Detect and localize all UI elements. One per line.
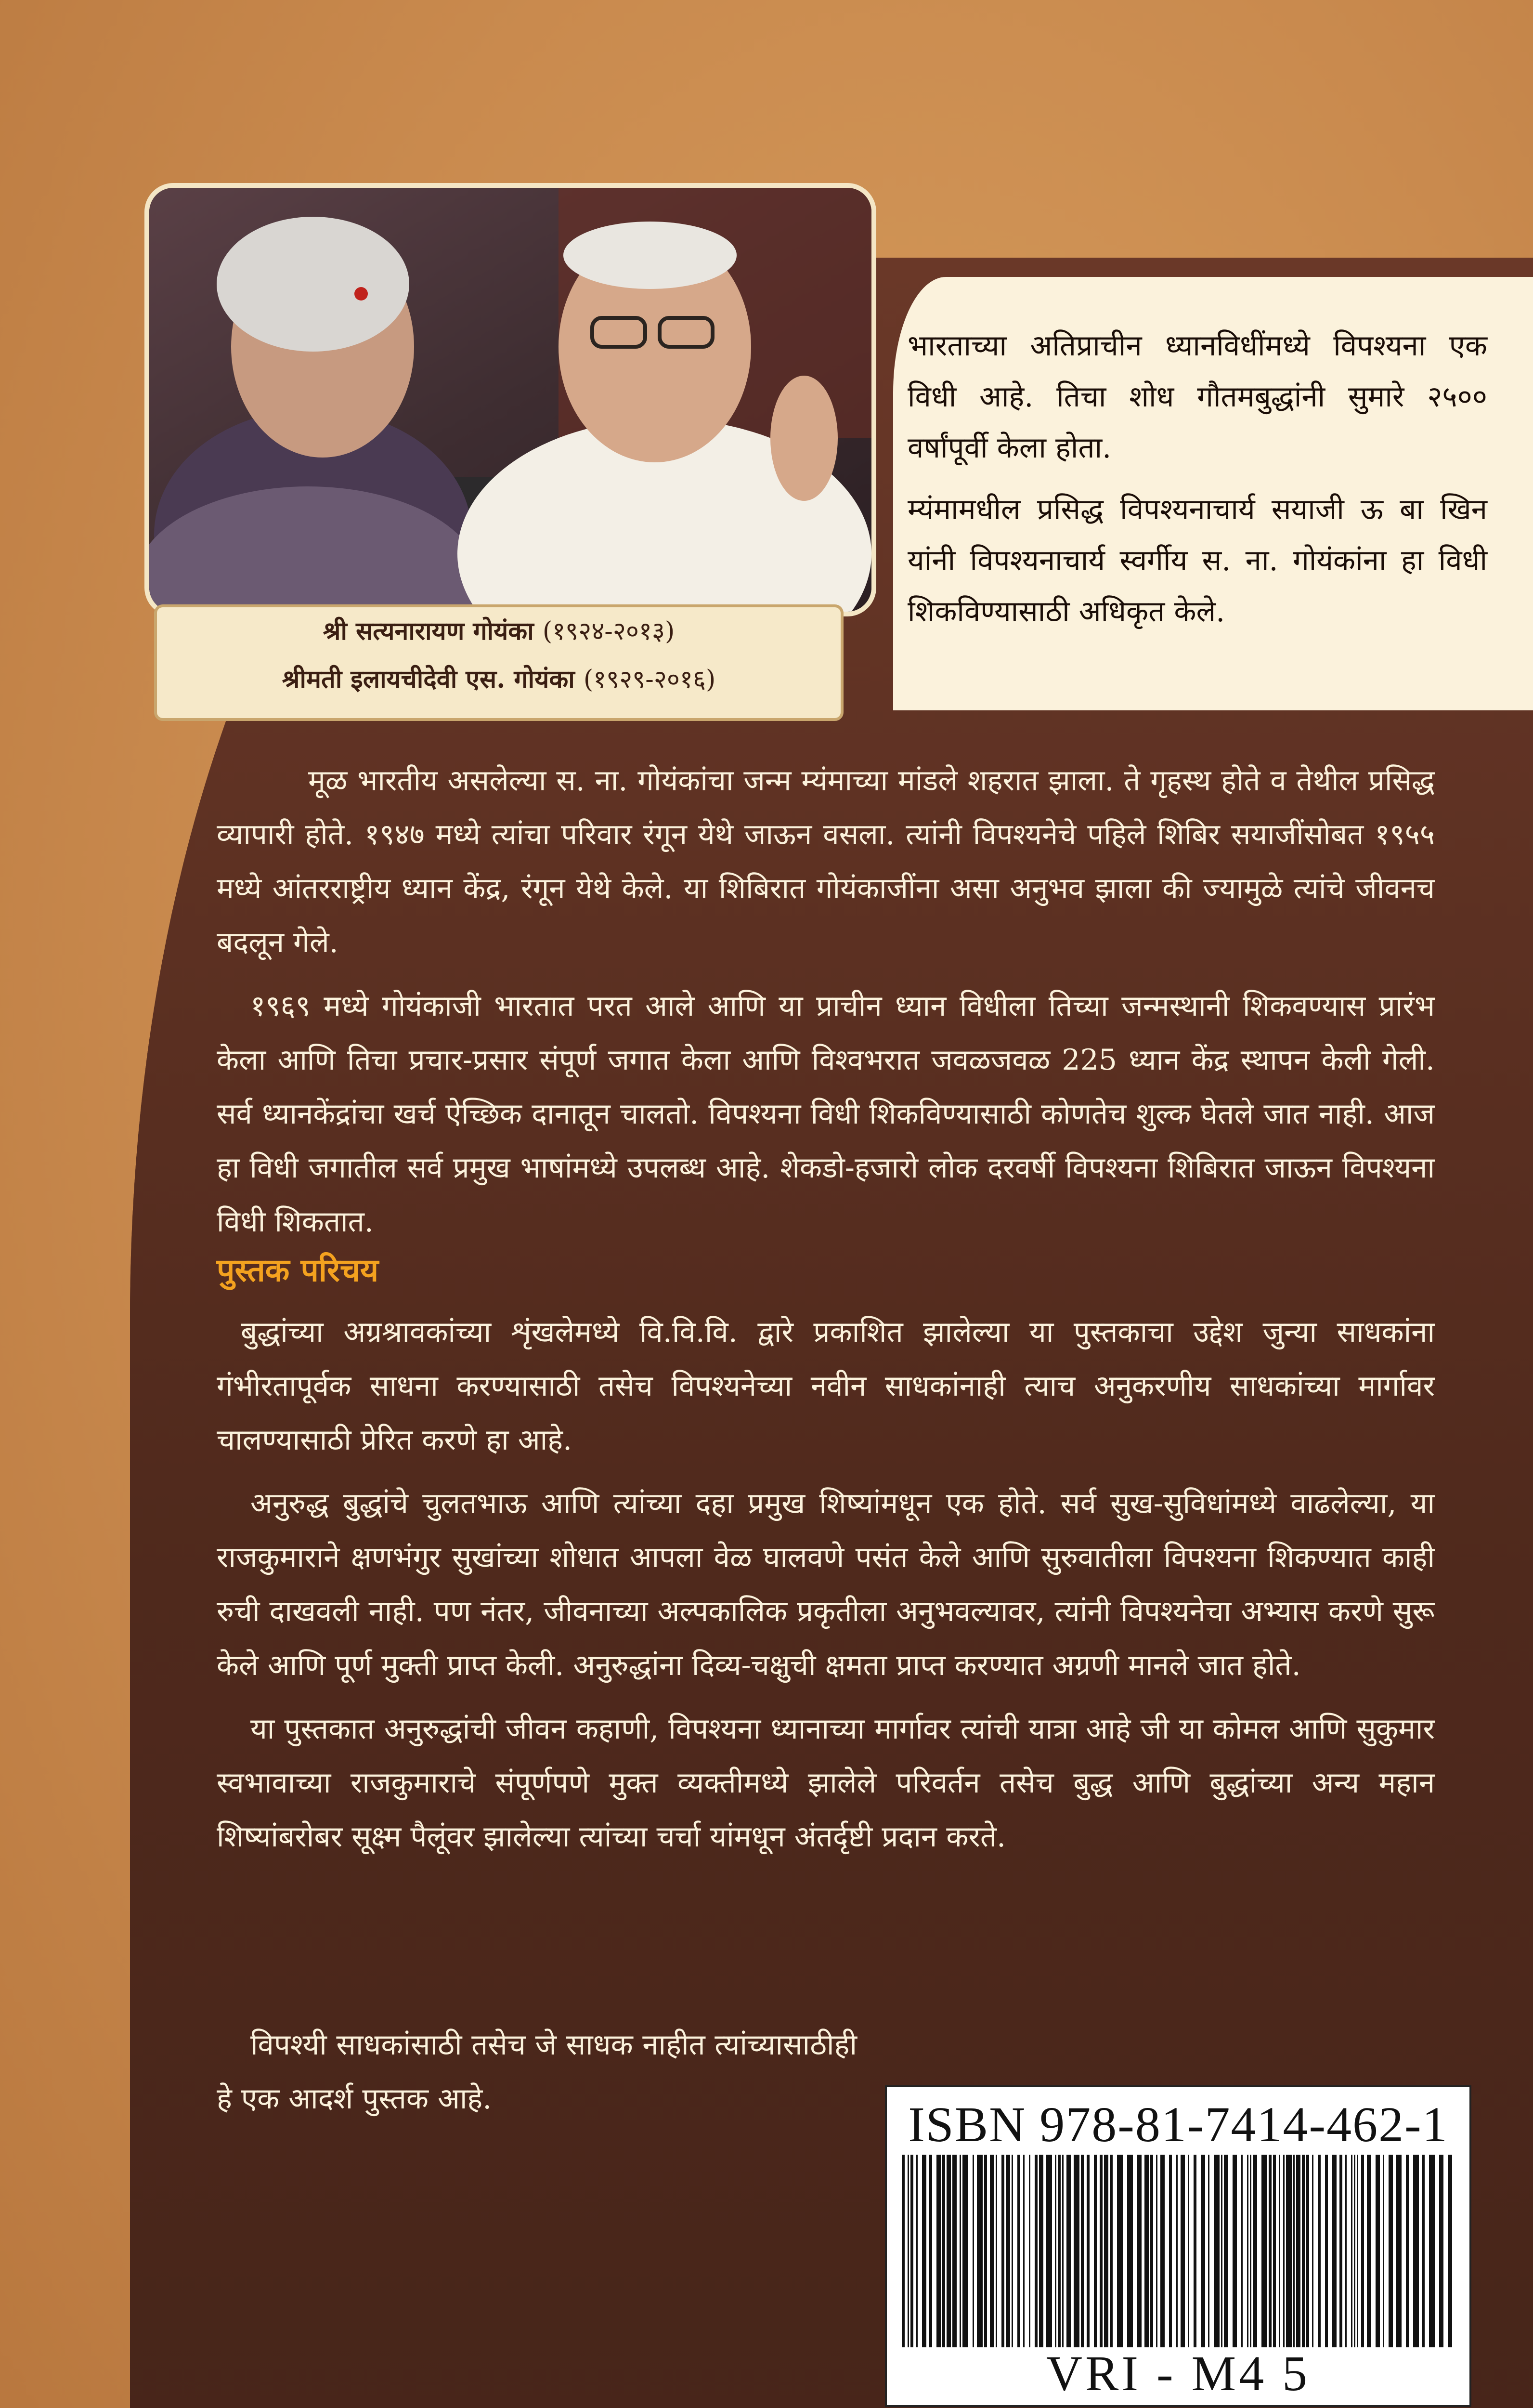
isbn-number: ISBN 978-81-7414-462-1 (908, 2097, 1448, 2152)
barcode-bar (1332, 2155, 1337, 2347)
barcode-bar (1279, 2155, 1280, 2347)
barcode-bar (1357, 2155, 1358, 2347)
barcode-bar (1261, 2155, 1267, 2347)
product-code: VRI - M4 5 (1046, 2346, 1311, 2401)
barcode-bar (1214, 2155, 1220, 2347)
barcode-bar (1150, 2155, 1153, 2347)
barcode-bar (996, 2155, 997, 2347)
barcode-bar (942, 2155, 945, 2347)
barcode-bar (1247, 2155, 1248, 2347)
barcode-bar (1283, 2155, 1285, 2347)
barcode-bar (1422, 2155, 1425, 2347)
barcode-bar (1293, 2155, 1295, 2347)
barcode-bar (1273, 2155, 1276, 2347)
barcode-bar (1062, 2155, 1064, 2347)
barcode-bar (1361, 2155, 1364, 2347)
barcode-bar (1413, 2155, 1419, 2347)
bio-paragraph-2: १९६९ मध्ये गोयंकाजी भारतात परत आले आणि या प्राचीन ध्यान विधीला तिच्या जन्मस्थानी शिकवण्यास प्रारंभ केला आणि तिचा प्रचार-प्रसार संपूर्ण जगात केला आणि विश्वभरात जवळजवळ 225 ध्यान केंद्र स्थापन केली गेली. सर्व ध्यानकेंद्रांचा खर्च ऐच्छिक दानातून चालतो. विपश्यना विधी शिकविण्यासाठी कोणतेच शुल्क घेतले जात नाही. आज हा विधी जगातील सर्व प्रमुख भाषांमध्ये उपलब्ध आहे. शेकडो-हजारो लोक दरवर्षी विपश्यना शिबिरात जाऊन विपश्यना विधी शिकतात. (217, 989, 1435, 1239)
biography (217, 754, 1435, 1258)
barcode-bar (1176, 2155, 1178, 2347)
barcode-graphic (899, 2155, 1457, 2347)
barcode-bar (1169, 2155, 1172, 2347)
barcode-bar (1137, 2155, 1142, 2347)
barcode-bar (973, 2155, 974, 2347)
barcode-bar (1110, 2155, 1113, 2347)
barcode-bar (1012, 2155, 1013, 2347)
caption-line-1 (157, 607, 841, 655)
barcode-bar (1233, 2155, 1237, 2347)
bio-paragraph-1: मूळ भारतीय असलेल्या स. ना. गोयंकांचा जन्म म्यंमाच्या मांडले शहरात झाला. ते गृहस्थ होते व तेथील प्रसिद्ध व्यापारी होते. १९४७ मध्ये त्यांचा परिवार रंगून येथे जाऊन वसला. त्यांनी विपश्यनेचे पहिले शिबिर सयाजींसोबत १९५५ मध्ये आंतरराष्ट्रीय ध्यान केंद्र, रंगून येथे केले. या शिबिरात गोयंकाजींना असा अनुभव झाला की ज्यामुळे त्यांचे जीवनच बदलून गेले. (217, 764, 1435, 959)
barcode-bar (952, 2155, 957, 2347)
book-closing (217, 2018, 857, 2135)
barcode-bar (1312, 2155, 1313, 2347)
intro-text (908, 320, 1487, 637)
barcode-bar (910, 2155, 913, 2347)
barcode-bar (1224, 2155, 1228, 2347)
barcode-bar (1253, 2155, 1257, 2347)
book-intro (217, 1305, 1435, 1873)
barcode-bar (1325, 2155, 1328, 2347)
barcode-bar (1367, 2155, 1371, 2347)
caption-name-2: श्रीमती इलायचीदेवी एस. गोयंका (282, 665, 575, 694)
caption-line-2 (157, 655, 841, 704)
barcode-bar (1448, 2155, 1452, 2347)
barcode-bar (1058, 2155, 1061, 2347)
barcode-bar (1376, 2155, 1380, 2347)
photo-caption (154, 604, 844, 721)
barcode-bar (1023, 2155, 1025, 2347)
barcode-bar (908, 2155, 909, 2347)
barcode-bar (1188, 2155, 1189, 2347)
book-paragraph-2: अनुरुद्ध बुद्धांचे चुलतभाऊ आणि त्यांच्या दहा प्रमुख शिष्यांमधून एक होते. सर्व सुख-सुविधांमध्ये वाढलेल्या, या राजकुमाराने क्षणभंगुर सुखांच्या शोधात आपला वेळ घालवणे पसंत केले आणि सुरुवातीला विपश्यना शिकण्यात काही रुची दाखवली नाही. पण नंतर, जीवनाच्या अल्पकालिक प्रकृतीला अनुभवल्यावर, त्यांनी विपश्यनेचा अभ्यास करणे सुरू केले आणि पूर्ण मुक्ती प्राप्त केली. अनुरुद्धांना दिव्य-चक्षुची क्षमता प्राप्त करण्यात अग्रणी मानले जात होते. (217, 1487, 1435, 1682)
barcode-bar (922, 2155, 926, 2347)
barcode-bar (1318, 2155, 1321, 2347)
barcode-bar (1296, 2155, 1300, 2347)
intro-paragraph-1: भारताच्या अतिप्राचीन ध्यानविधींमध्ये विपश्यना एक विधी आहे. तिचा शोध गौतमबुद्धांनी सुमारे २५०० वर्षांपूर्वी केला होता. (908, 329, 1487, 465)
barcode-bar (1208, 2155, 1209, 2347)
barcode-bar (1201, 2155, 1205, 2347)
barcode-bar (1035, 2155, 1038, 2347)
caption-years-2: (१९२९-२०१६) (583, 665, 716, 694)
barcode-bar (1339, 2155, 1342, 2347)
barcode-bar (1006, 2155, 1010, 2347)
barcode-bar (1351, 2155, 1352, 2347)
barcode-bar (1250, 2155, 1251, 2347)
barcode-bar (1306, 2155, 1309, 2347)
barcode-bar (1104, 2155, 1108, 2347)
barcode-bar (1017, 2155, 1020, 2347)
barcode-bar (1127, 2155, 1133, 2347)
caption-name-1: श्री सत्यनारायण गोयंका (323, 616, 534, 646)
barcode-bar (977, 2155, 983, 2347)
barcode-bar (1429, 2155, 1435, 2347)
book-paragraph-4: विपश्यी साधकांसाठी तसेच जे साधक नाहीत त्यांच्यासाठीही हे एक आदर्श पुस्तक आहे. (217, 2028, 857, 2116)
barcode-bar (1074, 2155, 1079, 2347)
barcode-bar (1087, 2155, 1090, 2347)
barcode-bar (1160, 2155, 1165, 2347)
intro-paragraph-2: म्यंमामधील प्रसिद्ध विपश्यनाचार्य सयाजी ऊ बा खिन यांनी विपश्यनाचार्य स्वर्गीय स. ना. गोयंकांना हा विधी शिकविण्यासाठी अधिकृत केले. (908, 493, 1487, 628)
barcode-bar (1406, 2155, 1409, 2347)
barcode-bar (1194, 2155, 1196, 2347)
barcode-bar (929, 2155, 932, 2347)
barcode-bar (1100, 2155, 1103, 2347)
barcode-bar (1269, 2155, 1272, 2347)
barcode-bar (1354, 2155, 1355, 2347)
barcode-bar (1144, 2155, 1149, 2347)
section-heading: पुस्तक परिचय (217, 1251, 379, 1289)
barcode-bar (1046, 2155, 1052, 2347)
barcode-bar (1383, 2155, 1384, 2347)
barcode-bar (1066, 2155, 1071, 2347)
barcode-bar (1345, 2155, 1347, 2347)
barcode-bar (984, 2155, 987, 2347)
barcode-bar (1117, 2155, 1123, 2347)
barcode-bar (1039, 2155, 1043, 2347)
book-paragraph-1: बुद्धांच्या अग्रश्रावकांच्या शृंखलेमध्ये वि.वि.वि. द्वारे प्रकाशित झालेल्या या पुस्तकाचा उद्देश जुन्या साधकांना गंभीरतापूर्वक साधना करण्यासाठी तसेच विपश्यनेच्या नवीन साधकांनाही त्याच अनुकरणीय साधकांच्या मार्गावर चालण्यासाठी प्रेरित करणे हा आहे. (217, 1315, 1435, 1457)
barcode-bar (990, 2155, 994, 2347)
barcode-bar (1181, 2155, 1185, 2347)
barcode-bar (1286, 2155, 1292, 2347)
book-paragraph-3: या पुस्तकात अनुरुद्धांची जीवन कहाणी, विपश्यना ध्यानाच्या मार्गावर त्यांची यात्रा आहे जी या कोमल आणि सुकुमार स्वभावाच्या राजकुमाराचे संपूर्णपणे मुक्त व्यक्तीमध्ये झालेले परिवर्तन तसेच बुद्ध आणि बुद्धांच्या अन्य महान शिष्यांबरोबर सूक्ष्म पैलूंवर झालेल्या त्यांच्या चर्चा यांमधून अंतर्दृष्टी प्रदान करते. (217, 1712, 1435, 1854)
barcode-bar (902, 2155, 905, 2347)
caption-years-1: (१९२४-२०१३) (542, 617, 675, 646)
barcode-bar (1055, 2155, 1056, 2347)
barcode-bar (1081, 2155, 1084, 2347)
barcode-bar (916, 2155, 918, 2347)
intro-box (893, 277, 1533, 710)
barcode-bar (1094, 2155, 1097, 2347)
isbn-barcode-box (885, 2085, 1471, 2407)
founders-photo (144, 183, 876, 616)
barcode-bar (962, 2155, 968, 2347)
barcode-bar (1302, 2155, 1305, 2347)
barcode-bar (1396, 2155, 1402, 2347)
barcode-bar (936, 2155, 941, 2347)
barcode-bar (1241, 2155, 1243, 2347)
barcode-bar (1221, 2155, 1222, 2347)
barcode-bar (1156, 2155, 1157, 2347)
barcode-bar (1001, 2155, 1004, 2347)
barcode-bar (947, 2155, 951, 2347)
barcode-bar (1029, 2155, 1030, 2347)
barcode-bar (960, 2155, 961, 2347)
barcode-bar (1439, 2155, 1443, 2347)
barcode-bar (1389, 2155, 1393, 2347)
